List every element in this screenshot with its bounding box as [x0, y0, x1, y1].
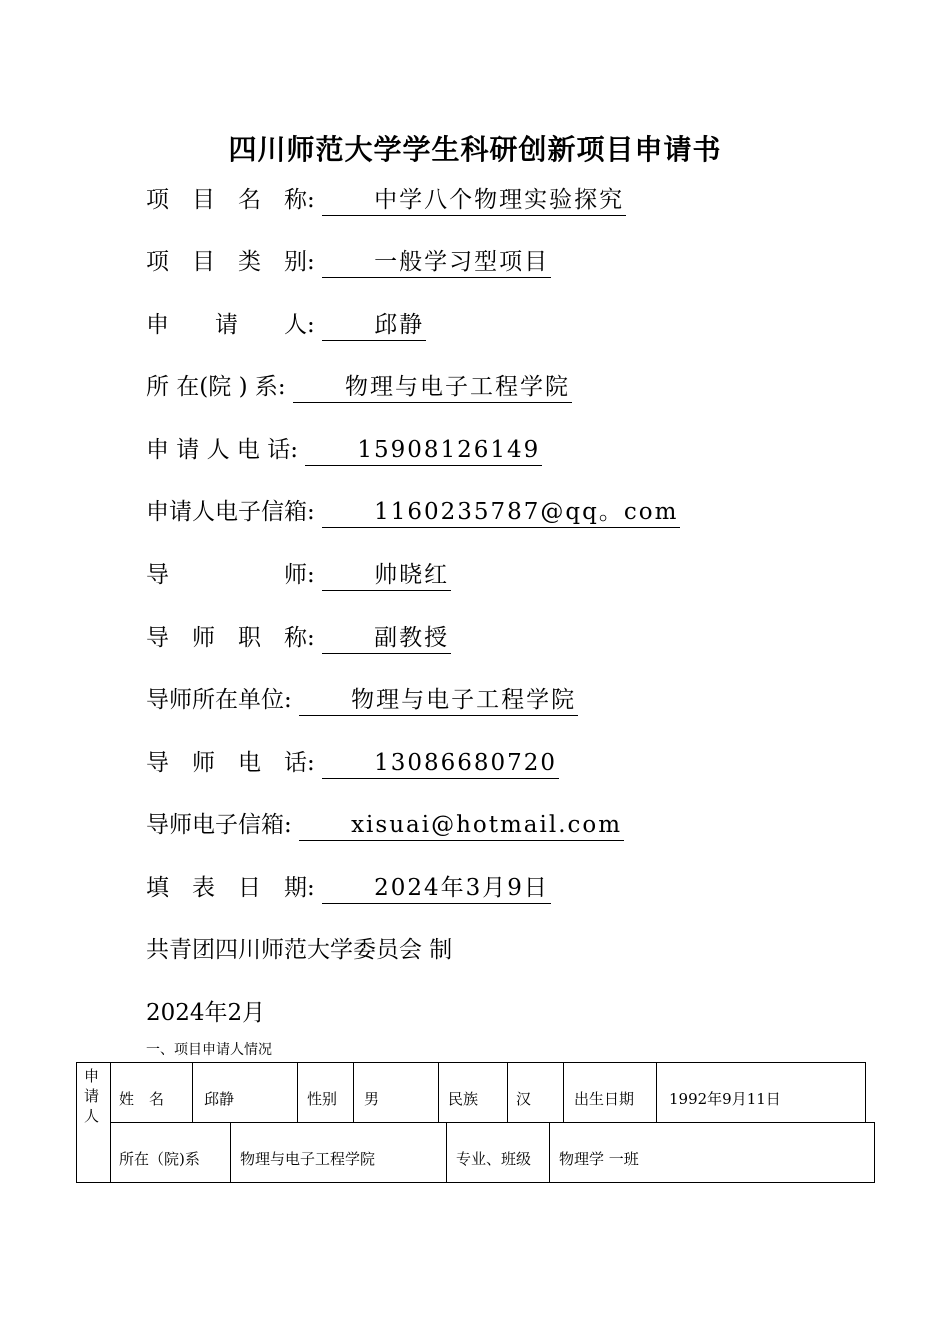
field-project-name — [146, 182, 626, 218]
cell-divider — [507, 1062, 508, 1123]
field-value: 15908126149 — [305, 435, 542, 466]
cell-divider — [438, 1062, 439, 1123]
department-value: 物理与电子工程学院 — [240, 1150, 376, 1168]
gender-value: 男 — [364, 1090, 380, 1108]
ethnicity-value: 汉 — [516, 1090, 532, 1108]
section-title: 一、项目申请人情况 — [146, 1042, 272, 1058]
field-label: 填 表 日 期: — [146, 875, 315, 901]
field-label: 导 师 职 称: — [146, 625, 315, 651]
name-label: 姓 名 — [119, 1090, 165, 1108]
field-label: 项 目 类 别: — [146, 249, 315, 275]
field-supervisor-email — [146, 807, 624, 843]
department-label: 所在（院)系 — [119, 1150, 200, 1168]
field-label: 项 目 名 称: — [146, 187, 315, 213]
field-value: 副教授 — [322, 623, 451, 654]
table-border — [76, 1182, 111, 1183]
field-label: 所 在(院 ) 系: — [146, 374, 286, 400]
field-label: 申 请 人 电 话: — [146, 437, 298, 463]
field-value: 一般学习型项目 — [322, 247, 551, 278]
field-label: 导师电子信箱: — [146, 812, 292, 838]
field-value: 物理与电子工程学院 — [293, 372, 572, 403]
major-value: 物理学 一班 — [559, 1150, 639, 1168]
field-value: 13086680720 — [322, 748, 559, 779]
field-applicant — [146, 307, 426, 343]
birth-label: 出生日期 — [574, 1090, 635, 1108]
field-label: 导 师: — [146, 562, 315, 588]
field-value: 帅晓红 — [322, 560, 451, 591]
major-label: 专业、班级 — [456, 1150, 532, 1168]
name-value: 邱静 — [204, 1090, 235, 1108]
field-project-category — [146, 244, 551, 280]
issue-date: 2024年2月 — [146, 1000, 266, 1026]
field-label: 申请人电子信箱: — [146, 499, 315, 525]
field-label: 导 师 电 话: — [146, 750, 315, 776]
issuer: 共青团四川师范大学委员会 制 — [146, 937, 453, 963]
field-value: 2024年3月9日 — [322, 873, 551, 904]
field-department — [146, 369, 572, 405]
cell-divider — [563, 1062, 564, 1123]
field-supervisor-unit — [146, 682, 578, 718]
cell-divider — [656, 1062, 657, 1123]
gender-label: 性别 — [307, 1090, 338, 1108]
field-label: 导师所在单位: — [146, 687, 292, 713]
field-supervisor — [146, 557, 451, 593]
cell-divider — [353, 1062, 354, 1123]
field-value: 1160235787@qq。com — [322, 497, 680, 528]
ethnicity-label: 民族 — [448, 1090, 479, 1108]
field-supervisor-phone — [146, 745, 559, 781]
row-header: 申请人 — [84, 1067, 100, 1125]
field-value: xisuai@hotmail.com — [299, 810, 624, 841]
field-value: 邱静 — [322, 310, 426, 341]
cell-divider — [297, 1062, 298, 1123]
field-applicant-phone — [146, 432, 542, 468]
field-applicant-email — [146, 494, 680, 530]
cell-divider — [230, 1122, 231, 1183]
document-title: 四川师范大学学生科研创新项目申请书 — [228, 133, 722, 166]
cell-divider — [192, 1062, 193, 1123]
field-fill-date — [146, 870, 551, 906]
field-supervisor-title — [146, 620, 451, 656]
field-value: 物理与电子工程学院 — [299, 685, 578, 716]
field-value: 中学八个物理实验探究 — [322, 185, 626, 216]
cell-divider — [549, 1122, 550, 1183]
field-label: 申 请 人: — [146, 312, 315, 338]
cell-divider — [446, 1122, 447, 1183]
birth-value: 1992年9月11日 — [669, 1090, 781, 1108]
